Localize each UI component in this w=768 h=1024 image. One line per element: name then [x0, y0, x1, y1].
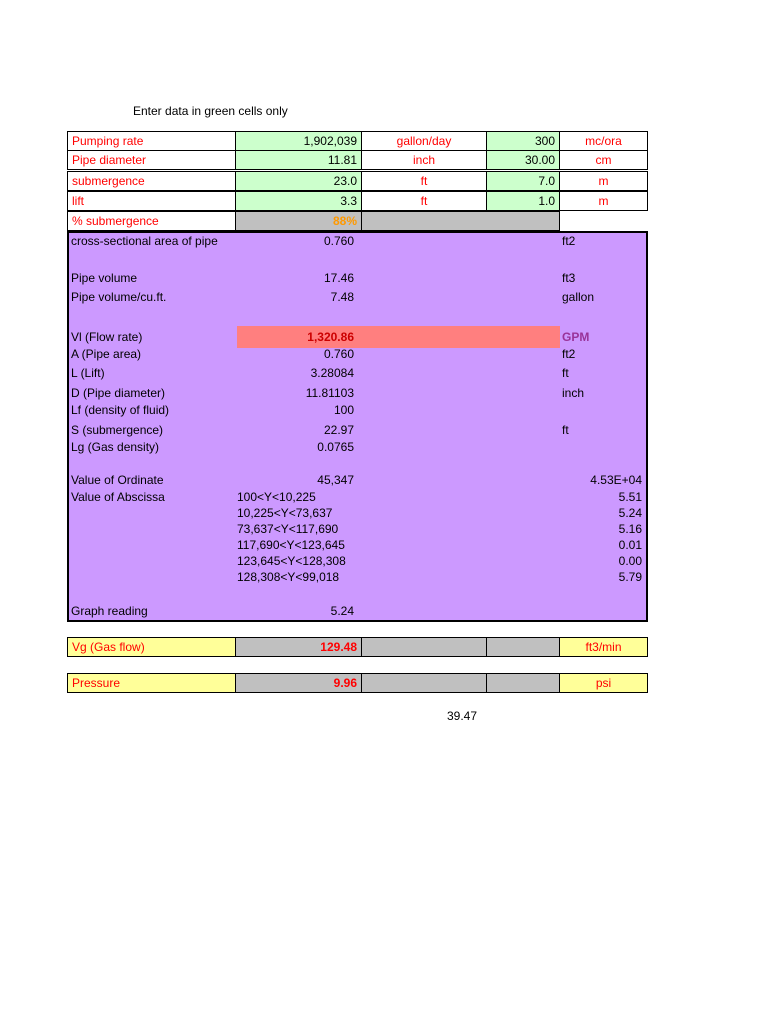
- gas-density-row: [69, 439, 646, 455]
- abscissa-range: 100<Y<10,225: [237, 490, 316, 504]
- submergence-alt-input[interactable]: 7.0: [486, 171, 560, 191]
- pipe-diameter-alt-input[interactable]: 30.00: [486, 150, 560, 170]
- gas-density-label: Lg (Gas density): [71, 440, 160, 454]
- abscissa-row-0: [69, 489, 646, 505]
- gas-flow-label: Vg (Gas flow): [67, 637, 236, 657]
- pipe-diameter-unit: inch: [361, 150, 487, 170]
- fluid-density-row: [69, 402, 646, 418]
- lift-input[interactable]: 3.3: [235, 191, 362, 211]
- lift-label: lift: [67, 191, 236, 211]
- cross-section-unit: ft2: [562, 234, 576, 248]
- pipe-volume-value: 17.46: [323, 271, 354, 285]
- pipe-volume-cuft-row: [69, 289, 646, 305]
- lift-calc-unit: ft: [562, 366, 569, 380]
- calculation-panel: [67, 231, 648, 622]
- submergence-unit: ft: [361, 171, 487, 191]
- lift-calc-row: [69, 365, 646, 381]
- gas-flow-value: 129.48: [235, 637, 362, 657]
- abscissa-value: 5.51: [618, 490, 642, 504]
- submergence-pct-blank: [361, 211, 560, 231]
- pumping-rate-label: Pumping rate: [67, 131, 236, 151]
- pipe-diameter-input[interactable]: 11.81: [235, 150, 362, 170]
- fluid-density-value: 100: [333, 403, 354, 417]
- pressure-blank: [361, 673, 487, 693]
- flow-rate-row: [69, 329, 646, 345]
- pipe-area-label: A (Pipe area): [71, 347, 142, 361]
- pipe-volume-cuft-label: Pipe volume/cu.ft.: [71, 290, 167, 304]
- flow-rate-value: 1,320.86: [307, 330, 354, 344]
- abscissa-row-5: [69, 569, 646, 585]
- abscissa-row-4: [69, 553, 646, 569]
- cross-section-row: [69, 233, 646, 249]
- submergence-pct-value: 88%: [235, 211, 362, 231]
- abscissa-range: 128,308<Y<99,018: [237, 570, 340, 584]
- abscissa-range: 73,637<Y<117,690: [237, 522, 339, 536]
- cross-section-value: 0.760: [323, 234, 354, 248]
- abscissa-range: 10,225<Y<73,637: [237, 506, 333, 520]
- gas-flow-blank: [486, 637, 560, 657]
- pipe-volume-label: Pipe volume: [71, 271, 138, 285]
- pipe-volume-cuft-value: 7.48: [330, 290, 354, 304]
- lift-alt-unit: m: [559, 191, 648, 211]
- diameter-calc-row: [69, 385, 646, 401]
- abscissa-label: Value of Abscissa: [71, 490, 165, 504]
- submergence-calc-label: S (submergence): [71, 423, 164, 437]
- pipe-diameter-alt-unit: cm: [559, 150, 648, 170]
- pumping-rate-input[interactable]: 1,902,039: [235, 131, 362, 151]
- instruction-text: Enter data in green cells only: [133, 104, 288, 118]
- pumping-rate-alt-input[interactable]: 300: [486, 131, 560, 151]
- pressure-label: Pressure: [67, 673, 236, 693]
- abscissa-value: 0.01: [618, 538, 642, 552]
- submergence-label: submergence: [67, 171, 236, 191]
- abscissa-row-3: [69, 537, 646, 553]
- submergence-input[interactable]: 23.0: [235, 171, 362, 191]
- submergence-calc-unit: ft: [562, 423, 569, 437]
- abscissa-range: 117,690<Y<123,645: [237, 538, 345, 552]
- lift-calc-label: L (Lift): [71, 366, 105, 380]
- footer-value: 39.47: [447, 709, 478, 723]
- diameter-calc-unit: inch: [562, 386, 585, 400]
- abscissa-value: 5.24: [618, 506, 642, 520]
- abscissa-row-2: [69, 521, 646, 537]
- abscissa-range: 123,645<Y<128,308: [237, 554, 346, 568]
- abscissa-value: 5.79: [618, 570, 642, 584]
- gas-flow-unit: ft3/min: [559, 637, 648, 657]
- flow-rate-unit: GPM: [562, 330, 590, 344]
- diameter-calc-value: 11.81103: [305, 386, 354, 400]
- lift-alt-input[interactable]: 1.0: [486, 191, 560, 211]
- graph-reading-value: 5.24: [330, 604, 354, 618]
- flow-rate-label: Vl (Flow rate): [71, 330, 143, 344]
- lift-unit: ft: [361, 191, 487, 211]
- graph-reading-label: Graph reading: [71, 604, 148, 618]
- pipe-volume-row: [69, 270, 646, 286]
- pipe-volume-unit: ft3: [562, 271, 576, 285]
- submergence-calc-row: [69, 422, 646, 438]
- pressure-value: 9.96: [235, 673, 362, 693]
- gas-density-value: 0.0765: [317, 440, 354, 454]
- pressure-unit: psi: [559, 673, 648, 693]
- pipe-volume-cuft-unit: gallon: [562, 290, 595, 304]
- pipe-area-value: 0.760: [323, 347, 354, 361]
- gas-flow-blank: [361, 637, 487, 657]
- ordinate-value: 45,347: [317, 473, 354, 487]
- submergence-calc-value: 22.97: [323, 423, 354, 437]
- diameter-calc-label: D (Pipe diameter): [71, 386, 166, 400]
- pressure-blank: [486, 673, 560, 693]
- ordinate-sci-value: 4.53E+04: [590, 473, 642, 487]
- submergence-pct-label: % submergence: [67, 211, 236, 231]
- pipe-diameter-label: Pipe diameter: [67, 150, 236, 170]
- submergence-alt-unit: m: [559, 171, 648, 191]
- pipe-area-row: [69, 346, 646, 362]
- pumping-rate-unit: gallon/day: [361, 131, 487, 151]
- ordinate-label: Value of Ordinate: [71, 473, 164, 487]
- pumping-rate-alt-unit: mc/ora: [559, 131, 648, 151]
- abscissa-value: 5.16: [618, 522, 642, 536]
- abscissa-value: 0.00: [618, 554, 642, 568]
- lift-calc-value: 3.28084: [310, 366, 354, 380]
- pipe-area-unit: ft2: [562, 347, 576, 361]
- fluid-density-label: Lf (density of fluid): [71, 403, 170, 417]
- abscissa-row-1: [69, 505, 646, 521]
- ordinate-row: [69, 472, 646, 488]
- cross-section-label: cross-sectional area of pipe: [71, 234, 218, 248]
- graph-reading-row: [69, 603, 646, 619]
